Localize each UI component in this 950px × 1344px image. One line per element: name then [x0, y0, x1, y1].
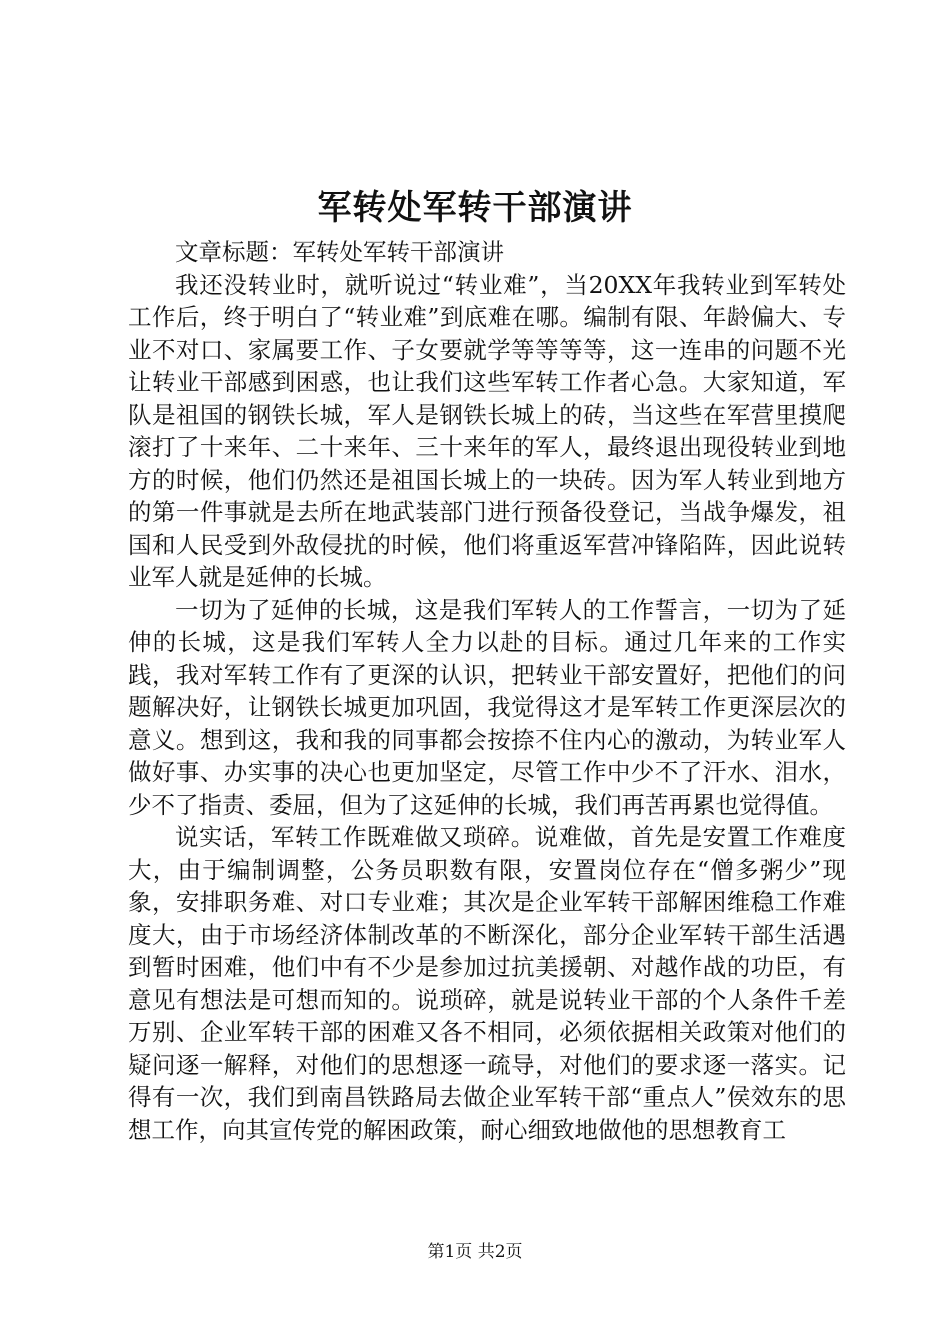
article-title-line: 文章标题：军转处军转干部演讲 [175, 238, 504, 266]
page-footer: 第1页 共2页 [427, 1242, 523, 1262]
paragraph: 说实话，军转工作既难做又琐碎。说难做，首先是安置工作难度大，由于编制调整，公务员职数有限，安置岗位存在“僧多粥少”现象，安排职务难、对口专业难；其次是企业军转干部解困维稳工作难度大，由于市场经济体制改革的不断深化，部分企业军转干部生活遇到暂时困难，他们中有不少是参加过抗美援朝、对越作战的功臣，有意见有想法是可想而知的。说琐碎，就是说转业干部的个人条件千差万别、企业军转干部的困难又各不相同，必须依据相关政策对他们的疑问逐一解释，对他们的思想逐一疏导，对他们的要求逐一落实。记得有一次，我们到南昌铁路局去做企业军转干部“重点人”侯效东的思想工作，向其宣传党的解困政策，耐心细致地做他的思想教育工 [128, 823, 846, 1144]
paragraph: 一切为了延伸的长城，这是我们军转人的工作誓言，一切为了延伸的长城，这是我们军转人全力以赴的目标。通过几年来的工作实践，我对军转工作有了更深的认识，把转业干部安置好，把他们的问题解决好，让钢铁长城更加巩固，我觉得这才是军转工作更深层次的意义。想到这，我和我的同事都会按捺不住内心的激动，为转业军人做好事、办实事的决心也更加坚定，尽管工作中少不了汗水、泪水，少不了指责、委屈，但为了这延伸的长城，我们再苦再累也觉得值。 [128, 595, 846, 819]
document-title: 军转处军转干部演讲 [317, 188, 633, 228]
document-body [128, 236, 846, 1146]
paragraph: 我还没转业时，就听说过“转业难”，当20XX年我转业到军转处工作后，终于明白了“转业难”到底难在哪。编制有限、年龄偏大、专业不对口、家属要工作、子女要就学等等等等，这一连串的问题不光让转业干部感到困惑，也让我们这些军转工作者心急。大家知道，军队是祖国的钢铁长城，军人是钢铁长城上的砖，当这些在军营里摸爬滚打了十来年、二十来年、三十来年的军人，最终退出现役转业到地方的时候，他们仍然还是祖国长城上的一块砖。因为军人转业到地方的第一件事就是去所在地武装部门进行预备役登记，当战争爆发，祖国和人民受到外敌侵扰的时候，他们将重返军营冲锋陷阵，因此说转业军人就是延伸的长城。 [128, 270, 846, 591]
